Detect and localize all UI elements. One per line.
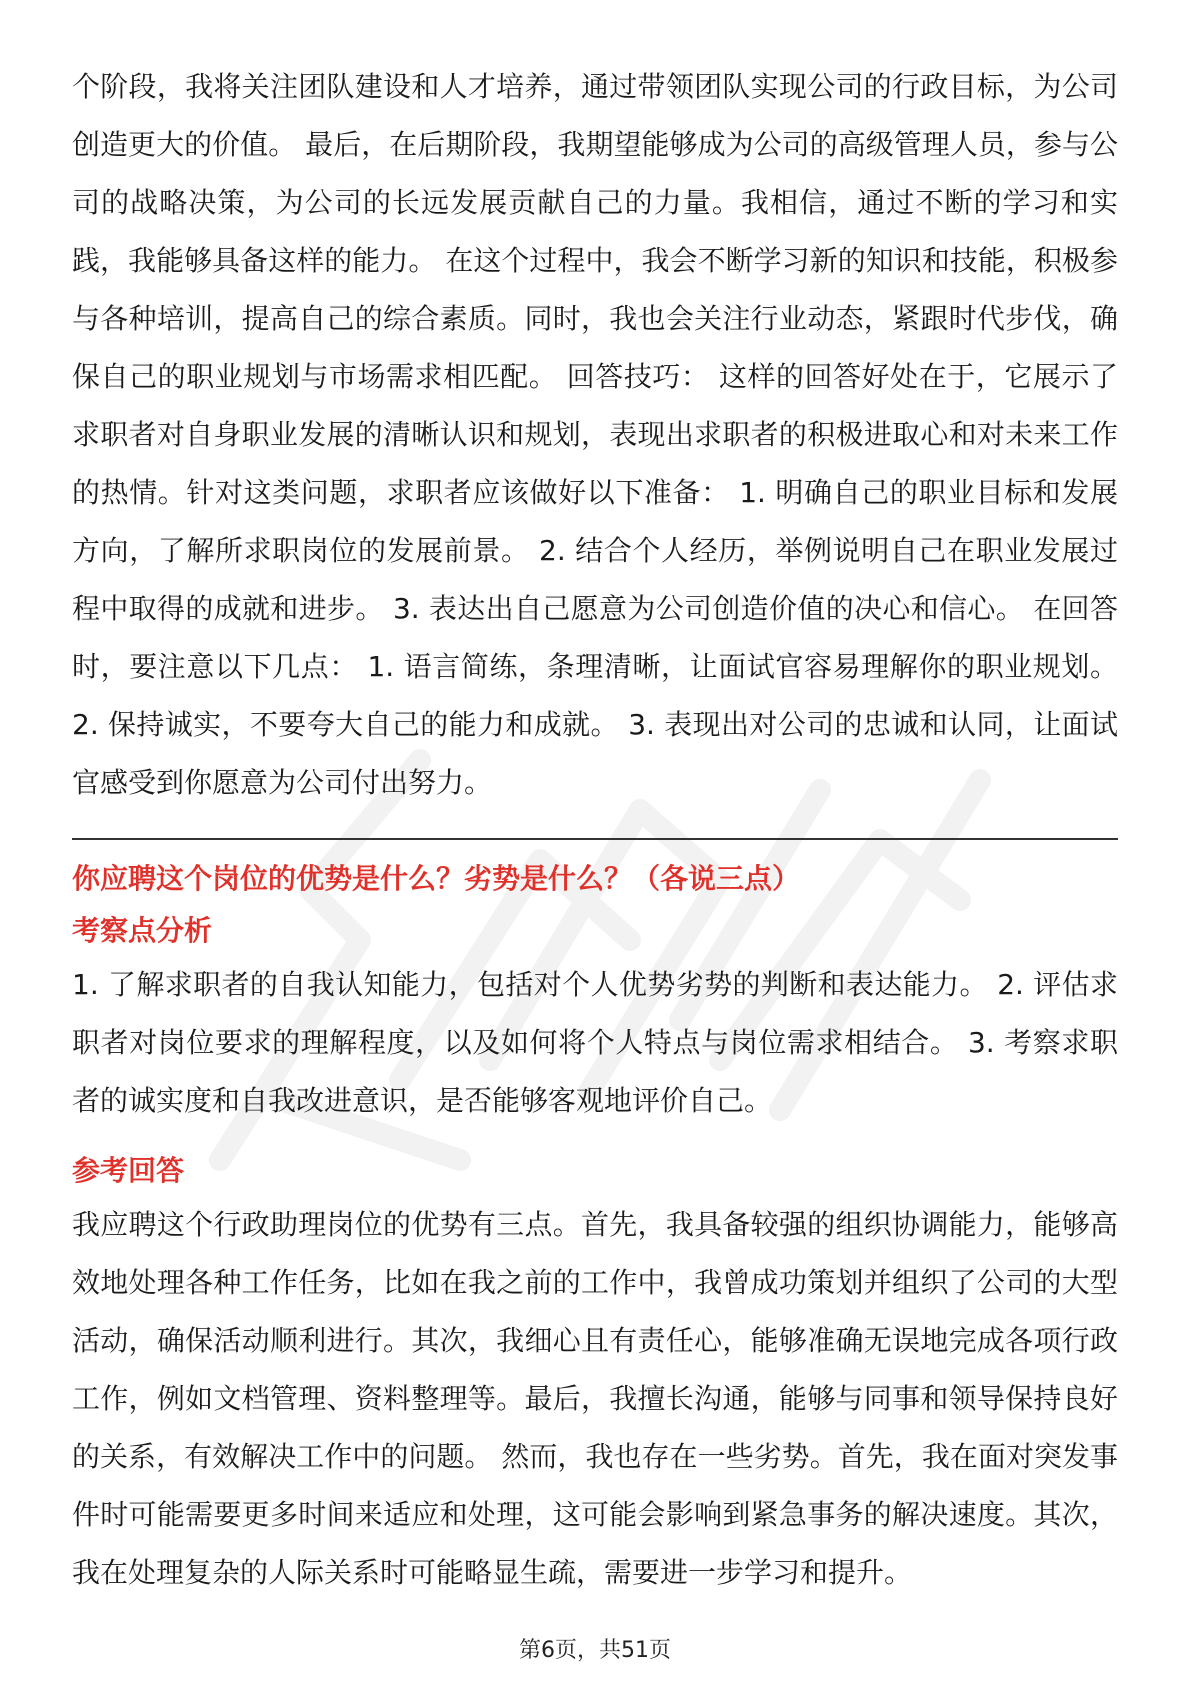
document-page — [72, 58, 1118, 1602]
answer-heading: 参考回答 — [72, 1154, 185, 1187]
intro-paragraph: 个阶段，我将关注团队建设和人才培养，通过带领团队实现公司的行政目标，为公司创造更大的价值。 最后，在后期阶段，我期望能够成为公司的高级管理人员，参与公司的战略决策，为公司的长远发展贡献自己的力量。我相信，通过不断的学习和实践，我能够具备这样的能力。 在这个过程中，我会不断学习新的知识和技能，积极参与各种培训，提高自己的综合素质。同时，我也会关注行业动态，紧跟时代步伐，确保自己的职业规划与市场需求相匹配。 回答技巧： 这样的回答好处在于，它展示了求职者对自身职业发展的清晰认识和规划，表现出求职者的积极进取心和对未来工作的热情。针对这类问题，求职者应该做好以下准备： 1. 明确自己的职业目标和发展方向，了解所求职岗位的发展前景。 2. 结合个人经历，举例说明自己在职业发展过程中取得的成就和进步。 3. 表达出自己愿意为公司创造价值的决心和信心。 在回答时，要注意以下几点： 1. 语言简练，条理清晰，让面试官容易理解你的职业规划。 2. 保持诚实，不要夸大自己的能力和成就。 3. 表现出对公司的忠诚和认同，让面试官感受到你愿意为公司付出努力。 — [72, 70, 1118, 799]
section-divider — [72, 838, 1118, 840]
answer-paragraph: 我应聘这个行政助理岗位的优势有三点。首先，我具备较强的组织协调能力，能够高效地处理各种工作任务，比如在我之前的工作中，我曾成功策划并组织了公司的大型活动，确保活动顺利进行。其次，我细心且有责任心，能够准确无误地完成各项行政工作，例如文档管理、资料整理等。最后，我擅长沟通，能够与同事和领导保持良好的关系，有效解决工作中的问题。 然而，我也存在一些劣势。首先，我在面对突发事件时可能需要更多时间来适应和处理，这可能会影响到紧急事务的解决速度。其次，我在处理复杂的人际关系时可能略显生疏，需要进一步学习和提升。 — [72, 1208, 1118, 1589]
page-number: 第6页，共51页 — [519, 1638, 671, 1663]
question-title: 你应聘这个岗位的优势是什么？劣势是什么？（各说三点） — [72, 862, 801, 895]
analysis-paragraph: 1. 了解求职者的自我认知能力，包括对个人优势劣势的判断和表达能力。 2. 评估求职者对岗位要求的理解程度，以及如何将个人特点与岗位需求相结合。 3. 考察求职者的诚实度和自我改进意识，是否能够客观地评价自己。 — [72, 968, 1118, 1117]
analysis-heading: 考察点分析 — [72, 914, 213, 947]
